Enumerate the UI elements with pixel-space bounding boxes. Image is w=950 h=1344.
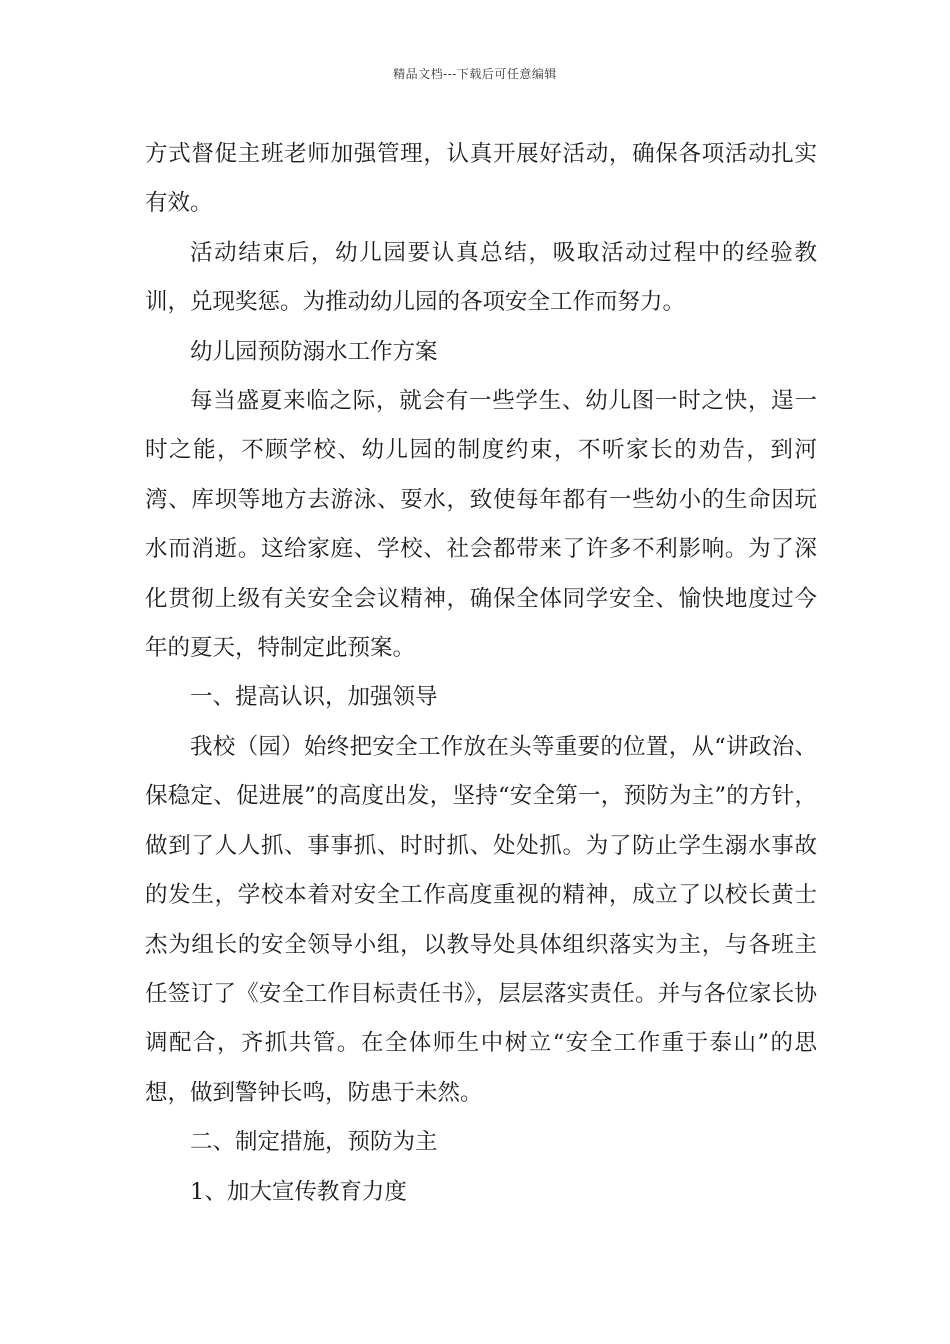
- paragraph-3: 每当盛夏来临之际，就会有一些学生、幼儿图一时之快，逞一时之能，不顾学校、幼儿园的制度约束，不听家长的劝告，到河湾、库坝等地方去游泳、耍水，致使每年都有一些幼小的生命因玩水而消逝。这给家庭、学校、社会都带来了许多不利影响。为了深化贯彻上级有关安全会议精神，确保全体同学安全、愉快地度过今年的夏天，特制定此预案。: [145, 388, 817, 662]
- heading-1: 一、提高认识，加强领导: [190, 684, 438, 711]
- document-body: [145, 130, 817, 1217]
- subheading-1: 1、加大宣传教育力度: [190, 1178, 407, 1205]
- heading-2: 二、制定措施，预防为主: [190, 1129, 438, 1156]
- paragraph-2: 活动结束后，幼儿园要认真总结，吸取活动过程中的经验教训，兑现奖惩。为推动幼儿园的各项安全工作而努力。: [145, 239, 817, 316]
- paragraph-4: 我校（园）始终把安全工作放在头等重要的位置，从“讲政治、保稳定、促进展”的高度出发，坚持“安全第一，预防为主”的方针，做到了人人抓、事事抓、时时抓、处处抓。为了防止学生溺水事故的发生，学校本着对安全工作高度重视的精神，成立了以校长黄士杰为组长的安全领导小组，以教导处具体组织落实为主，与各班主任签订了《安全工作目标责任书》，层层落实责任。并与各位家长协调配合，齐抓共管。在全体师生中树立“安全工作重于泰山”的思想，做到警钟长鸣，防患于未然。: [145, 733, 817, 1106]
- section-title: 幼儿园预防溺水工作方案: [190, 338, 438, 365]
- page-header: 精品文档---下载后可任意编辑: [393, 67, 557, 81]
- paragraph-1: 方式督促主班老师加强管理，认真开展好活动，确保各项活动扎实有效。: [145, 141, 817, 217]
